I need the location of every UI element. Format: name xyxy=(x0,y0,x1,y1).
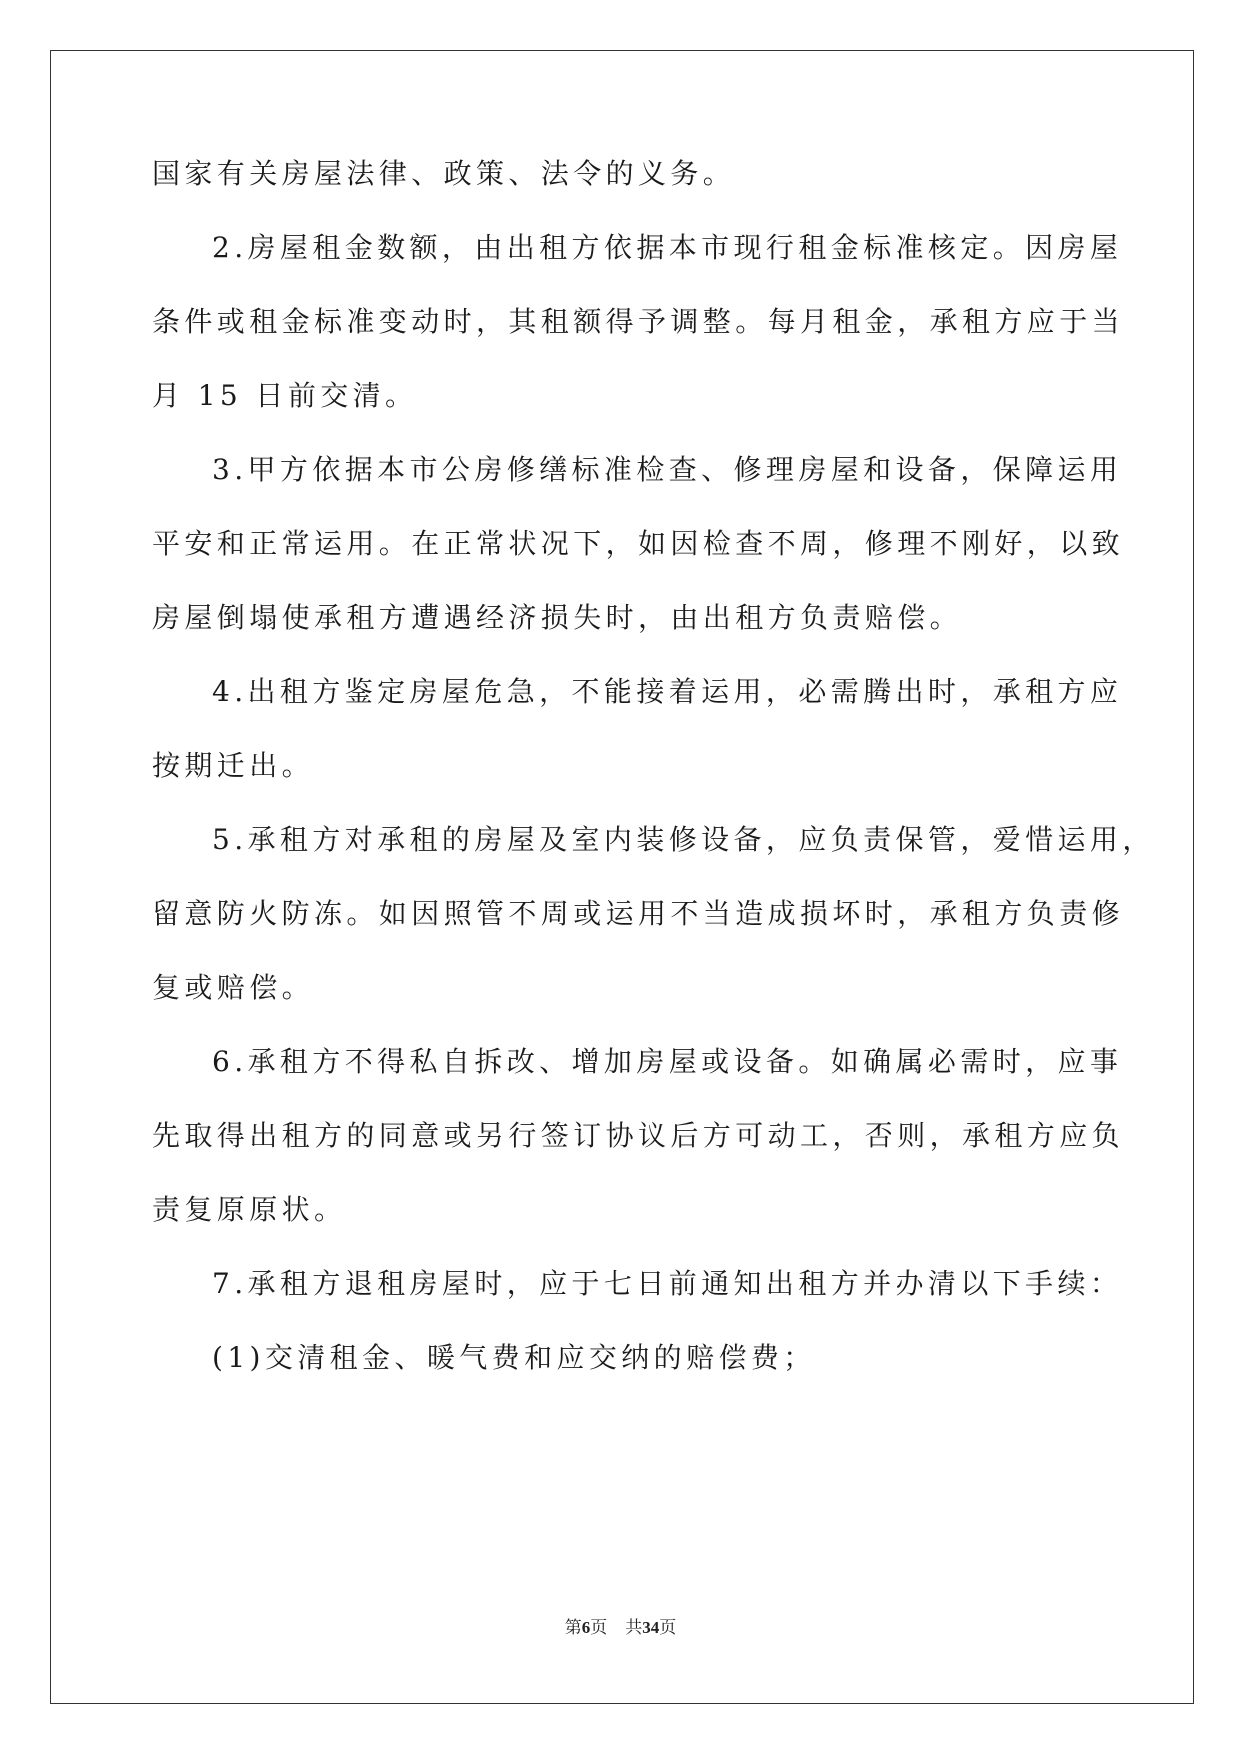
text-line: (1)交清租金、暖气费和应交纳的赔偿费； xyxy=(212,1341,816,1374)
text-line: 6.承租方不得私自拆改、增加房屋或设备。如确属必需时，应事 xyxy=(212,1045,1123,1078)
text-line: 条件或租金标准变动时，其租额得予调整。每月租金，承租方应于当 xyxy=(152,305,1125,338)
text-line: 2.房屋租金数额，由出租方依据本市现行租金标准核定。因房屋 xyxy=(212,231,1123,264)
text-line: 平安和正常运用。在正常状况下，如因检查不周，修理不刚好，以致 xyxy=(152,527,1125,560)
text-line: 房屋倒塌使承租方遭遇经济损失时，由出租方负责赔偿。 xyxy=(152,601,963,634)
total-pages: 34 xyxy=(642,1618,660,1637)
text-line: 月 15 日前交清。 xyxy=(152,379,418,412)
text-line: 3.甲方依据本市公房修缮标准检查、修理房屋和设备，保障运用 xyxy=(212,453,1123,486)
page-number-suffix: 页 xyxy=(590,1618,608,1637)
text-line: 先取得出租方的同意或另行签订协议后方可动工，否则，承租方应负 xyxy=(152,1119,1125,1152)
text-line: 留意防火防冻。如因照管不周或运用不当造成损坏时，承租方负责修 xyxy=(152,897,1125,930)
text-line: 复或赔偿。 xyxy=(152,971,315,1004)
page-border xyxy=(50,50,1194,1704)
text-line: 责复原原状。 xyxy=(152,1193,347,1226)
text-line: 国家有关房屋法律、政策、法令的义务。 xyxy=(152,157,736,190)
page-number-prefix: 第 xyxy=(564,1618,582,1637)
text-line: 4.出租方鉴定房屋危急，不能接着运用，必需腾出时，承租方应 xyxy=(212,675,1123,708)
page-footer xyxy=(0,1616,1241,1640)
total-pages-prefix: 共 xyxy=(625,1618,643,1637)
total-pages-suffix: 页 xyxy=(659,1618,677,1637)
page-number: 6 xyxy=(581,1618,591,1637)
text-line: 7.承租方退租房屋时，应于七日前通知出租方并办清以下手续： xyxy=(212,1267,1123,1300)
text-line: 5.承租方对承租的房屋及室内装修设备，应负责保管，爱惜运用， xyxy=(212,823,1155,856)
text-line: 按期迁出。 xyxy=(152,749,315,782)
